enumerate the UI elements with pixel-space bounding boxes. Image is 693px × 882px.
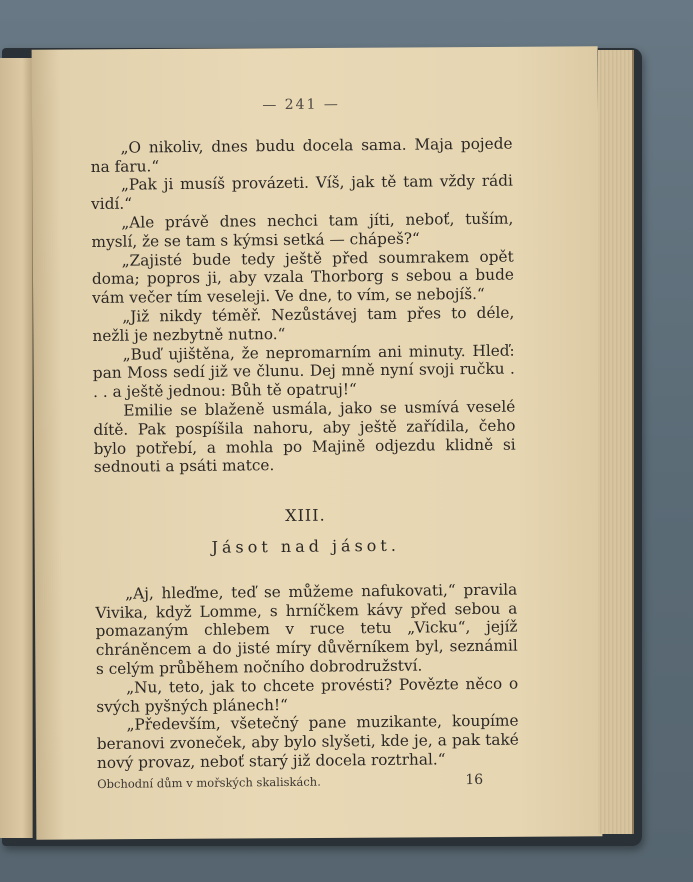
signature-mark: 16 — [465, 771, 484, 788]
paragraph: „Pak ji musíš provázeti. Víš, jak tě tam vždy rádi vidí.“ — [91, 171, 513, 214]
paragraph: „Zajisté bude tedy ještě před soumrakem opět doma; popros ji, aby vzala Thorborg s sebou a bude vám večer tím veseleji. Ve dne, to vím, se nebojíš.“ — [91, 247, 514, 308]
page-edges — [598, 50, 634, 834]
chapter-number: XIII. — [285, 505, 326, 526]
footer-title: Obchodní dům v mořských skaliskách. — [97, 774, 321, 791]
paragraph: „Především, všetečný pane muzikante, koupíme beranovi zvoneček, aby bylo slyšeti, kde je, a pak také nový provaz, neboť starý již docela roztrhal.“ — [96, 711, 519, 772]
paragraph: „Aj, hleďme, teď se můžeme nafukovati,“ pravila Vivika, když Lomme, s hrníčkem kávy před sebou a pomazaným chlebem v ruce tetu „Vicku“, jejíž chráněncem a do jisté míry důvěrníkem byl, seznámil s celým průběhem nočního dobrodružství. — [95, 580, 518, 678]
paragraph: „Nu, teto, jak to chcete provésti? Povězte něco o svých pyšných plánech!“ — [96, 674, 519, 716]
paragraph: „Již nikdy téměř. Nezůstávej tam přes to déle, nežli je nezbytně nutno.“ — [92, 303, 515, 345]
left-page-edge — [0, 58, 33, 838]
paragraph: „Ale právě dnes nechci tam jíti, neboť, tuším, myslí, že se tam s kýmsi setká — chápeš?“ — [91, 209, 514, 251]
paragraph: „Buď ujištěna, že nepromarním ani minuty. Hleď: pan Moss sedí již ve člunu. Dej mně nyní svoji ručku . . . a ještě jednou: Bůh tě opatruj!“ — [92, 341, 515, 402]
paragraph: „O nikoliv, dnes budu docela sama. Maja pojede na faru.“ — [90, 134, 513, 176]
page-text — [90, 94, 519, 794]
paragraph: Emilie se blaženě usmála, jako se usmívá veselé dítě. Pak pospíšila nahoru, aby ještě zařídila, čeho bylo potřebí, a mohla po Majině odjezdu klidně si sednouti a psáti matce. — [93, 397, 516, 477]
chapter-title: Jásot nad jásot. — [211, 535, 400, 557]
page-number: — 241 — — [262, 96, 340, 114]
